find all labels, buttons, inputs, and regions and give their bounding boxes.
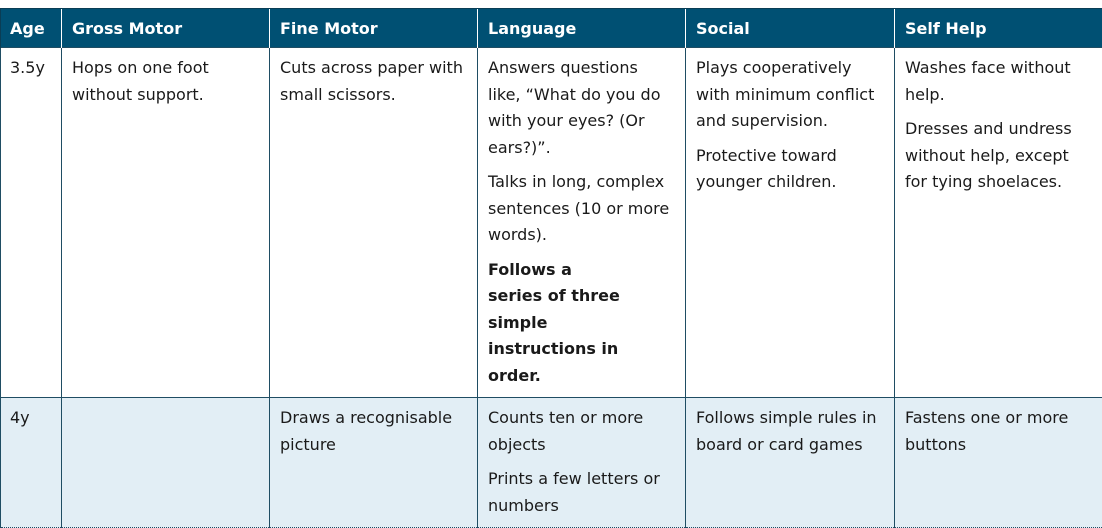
table-row-4y — [1, 398, 1102, 528]
milestone-item: Dresses and undress without help, except for tying shoelaces. — [905, 116, 1092, 196]
social-cell — [686, 398, 895, 528]
gross-motor-cell — [62, 398, 270, 528]
milestone-item: Answers questions like, “What do you do with your eyes? (Or ears?)”. — [488, 55, 675, 161]
age-cell: 3.5y — [1, 48, 62, 398]
self-help-cell — [895, 48, 1102, 398]
header-gross-motor: Gross Motor — [62, 9, 270, 48]
milestone-item: Prints a few letters or numbers — [488, 466, 675, 519]
self-help-cell — [895, 398, 1102, 528]
fine-motor-cell — [270, 48, 478, 398]
header-language: Language — [478, 9, 686, 48]
gross-motor-cell — [62, 48, 270, 398]
social-cell — [686, 48, 895, 398]
header-row — [1, 9, 1102, 48]
milestone-item: Protective toward younger children. — [696, 143, 884, 196]
milestone-item: Cuts across paper with small scissors. — [280, 55, 467, 108]
header-fine-motor: Fine Motor — [270, 9, 478, 48]
milestone-item: Follows simple rules in board or card games — [696, 405, 884, 458]
language-cell — [478, 398, 686, 528]
milestones-table — [0, 8, 1102, 528]
header-age: Age — [1, 9, 62, 48]
age-cell: 4y — [1, 398, 62, 528]
milestone-item: Counts ten or more objects — [488, 405, 675, 458]
header-self-help: Self Help — [895, 9, 1102, 48]
milestone-item: Hops on one foot without support. — [72, 55, 259, 108]
milestone-item: Washes face without help. — [905, 55, 1092, 108]
milestone-item: Draws a recognisable picture — [280, 405, 467, 458]
milestone-item: Fastens one or more buttons — [905, 405, 1092, 458]
table-row-3-5y — [1, 48, 1102, 398]
milestone-item: Talks in long, complex sentences (10 or more words). — [488, 169, 675, 249]
milestone-item: Plays cooperatively with minimum conflict and supervision. — [696, 55, 884, 135]
language-cell — [478, 48, 686, 398]
milestone-item-emphasized: Follows a series of three simple instructions in order. — [488, 257, 675, 390]
fine-motor-cell — [270, 398, 478, 528]
header-social: Social — [686, 9, 895, 48]
